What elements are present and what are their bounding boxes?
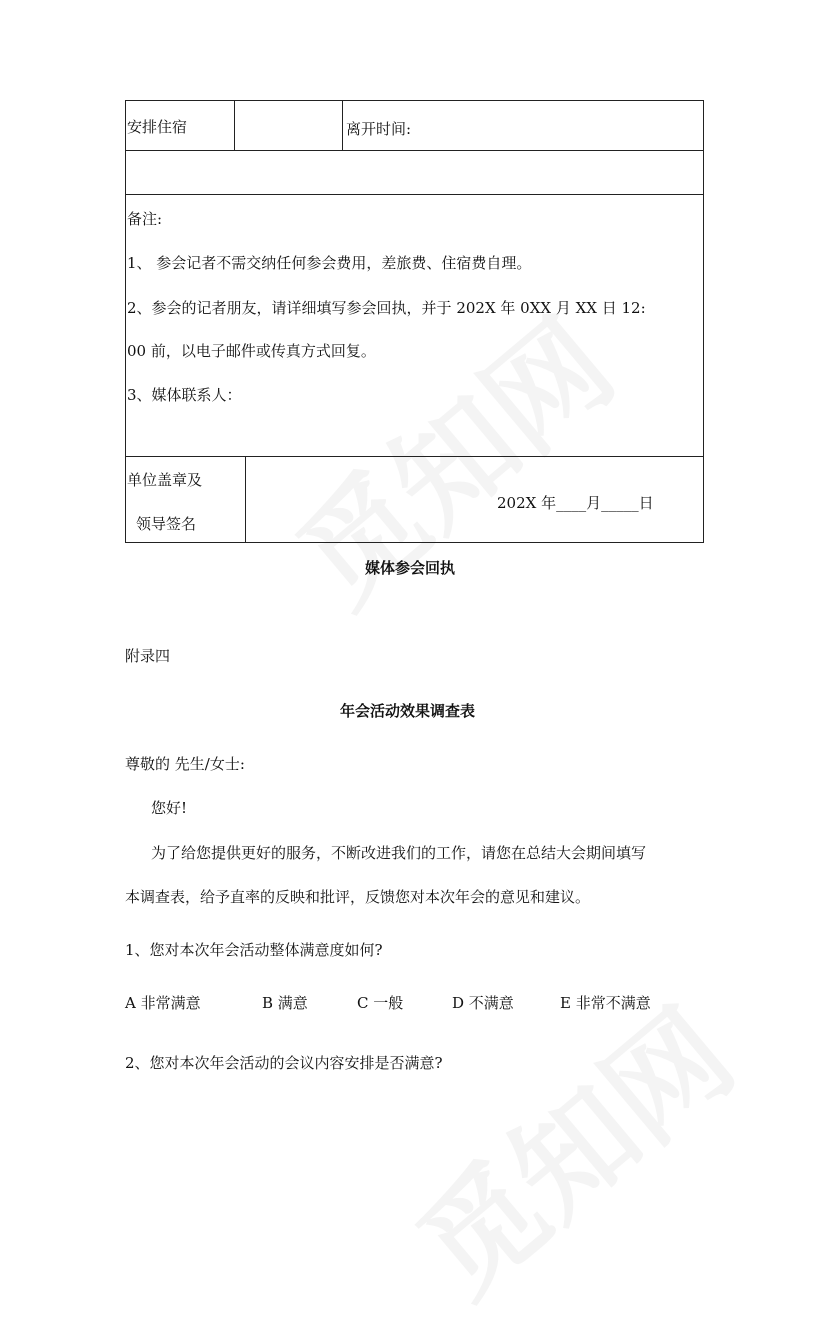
survey-title: 年会活动效果调查表 (340, 702, 476, 720)
table-vline (342, 101, 343, 150)
note-item-1: 1、 参会记者不需交纳任何参会费用，差旅费、住宿费自理。 (127, 254, 532, 272)
signature-label-line2: 领导签名 (136, 515, 197, 533)
notes-heading: 备注: (127, 210, 163, 228)
media-reply-table (125, 100, 704, 543)
signature-label-line1: 单位盖章及 (127, 471, 203, 489)
table-vline (245, 456, 246, 543)
note-item-2-cont: 00 前，以电子邮件或传真方式回复。 (127, 342, 376, 360)
note-item-2: 2、参会的记者朋友，请详细填写参会回执，并于 202X 年 0XX 月 XX 日 12: (127, 299, 646, 317)
cell-accommodation: 安排住宿 (127, 118, 188, 136)
q1-option-a[interactable]: A 非常满意 (125, 994, 201, 1012)
table-vline (234, 101, 235, 150)
table-hline (126, 456, 703, 457)
table-caption: 媒体参会回执 (365, 559, 456, 577)
appendix-label: 附录四 (125, 647, 171, 665)
watermark-bottom (377, 964, 763, 1327)
q1-option-e[interactable]: E 非常不满意 (560, 994, 651, 1012)
question-1: 1、您对本次年会活动整体满意度如何? (125, 941, 383, 959)
survey-intro-line2: 本调查表，给予直率的反映和批评，反馈您对本次年会的意见和建议。 (125, 888, 591, 906)
q1-option-b[interactable]: B 满意 (262, 994, 308, 1012)
note-item-3: 3、媒体联系人： (127, 386, 242, 404)
survey-salutation: 尊敬的 先生/女士: (125, 755, 245, 773)
table-hline (126, 194, 703, 195)
question-2: 2、您对本次年会活动的会议内容安排是否满意? (125, 1054, 443, 1072)
table-hline (126, 150, 703, 151)
survey-greeting: 您好! (151, 799, 188, 817)
survey-intro-line1: 为了给您提供更好的服务，不断改进我们的工作，请您在总结大会期间填写 (151, 844, 647, 862)
signature-date: 202X 年____月_____日 (497, 494, 654, 512)
cell-departure-time: 离开时间: (346, 120, 412, 138)
q1-option-d[interactable]: D 不满意 (452, 994, 514, 1012)
q1-option-c[interactable]: C 一般 (357, 994, 404, 1012)
